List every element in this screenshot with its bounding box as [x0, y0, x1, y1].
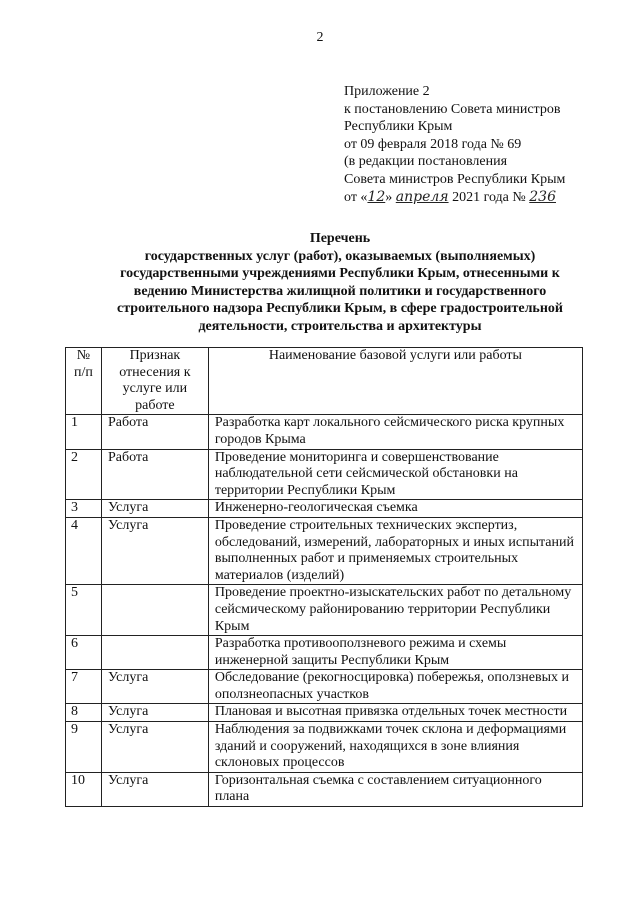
- appendix-date-line: [344, 189, 634, 207]
- row-sign: [101, 585, 208, 636]
- row-sign: Услуга: [101, 670, 208, 704]
- page-number: 2: [316, 30, 324, 45]
- appendix-line: от 09 февраля 2018 года № 69: [344, 136, 522, 152]
- title-line: Перечень: [309, 231, 371, 246]
- handwritten-month: апреля: [395, 188, 449, 205]
- row-sign: [101, 636, 208, 670]
- row-number: 3: [66, 500, 102, 518]
- row-number: 6: [66, 636, 102, 670]
- row-number: 7: [66, 670, 102, 704]
- row-name: Разработка карт локального сейсмического риска крупных городов Крыма: [208, 415, 582, 449]
- table-row: [66, 772, 583, 806]
- row-name: Проведение строительных технических экспертиз, обследований, измерений, лабораторных и иных испытаний выполненных работ и применяемых строительных материалов (изделий): [208, 517, 582, 584]
- row-sign: Работа: [101, 415, 208, 449]
- handwritten-day: 12: [367, 188, 386, 205]
- row-number: 1: [66, 415, 102, 449]
- header-name: Наименование базовой услуги или работы: [208, 348, 582, 415]
- row-name: Инженерно-геологическая съемка: [208, 500, 582, 518]
- table-row: [66, 415, 583, 449]
- row-number: 2: [66, 449, 102, 500]
- handwritten-number: 236: [529, 188, 556, 205]
- title-line: строительного надзора Республики Крым, в сфере градостроительной: [117, 301, 563, 317]
- row-sign: Услуга: [101, 704, 208, 722]
- row-name: Разработка противооползневого режима и схемы инженерной защиты Республики Крым: [208, 636, 582, 670]
- appendix-line: Республики Крым: [344, 119, 453, 135]
- document-title: [60, 230, 620, 336]
- appendix-date-year: 2021 года №: [448, 189, 530, 205]
- row-name: Плановая и высотная привязка отдельных точек местности: [208, 704, 582, 722]
- row-sign: Услуга: [101, 500, 208, 518]
- table-row: [66, 722, 583, 773]
- table-row: [66, 704, 583, 722]
- table-row: [66, 500, 583, 518]
- appendix-block: [344, 83, 634, 206]
- appendix-date-mid: »: [385, 189, 396, 205]
- row-name: Проведение проектно-изыскательских работ по детальному сейсмическому районированию территории Республики Крым: [208, 585, 582, 636]
- title-line: государственных услуг (работ), оказываемых (выполняемых): [144, 248, 536, 264]
- appendix-line: (в редакции постановления: [344, 154, 508, 170]
- row-name: Обследование (рекогносцировка) побережья, оползневых и оползнеопасных участков: [208, 670, 582, 704]
- row-sign: Услуга: [101, 772, 208, 806]
- table-row: [66, 670, 583, 704]
- row-sign: Услуга: [101, 517, 208, 584]
- row-number: 8: [66, 704, 102, 722]
- title-line: ведению Министерства жилищной политики и государственного: [133, 283, 547, 299]
- row-number: 5: [66, 585, 102, 636]
- title-line: деятельности, строительства и архитектуры: [198, 318, 482, 334]
- header-sign: Признак отнесения к услуге или работе: [101, 348, 208, 415]
- table-row: [66, 449, 583, 500]
- appendix-line: Приложение 2: [344, 84, 430, 99]
- row-sign: Услуга: [101, 722, 208, 773]
- table-header-row: [66, 348, 583, 415]
- appendix-line: к постановлению Совета министров: [344, 101, 561, 117]
- table-row: [66, 585, 583, 636]
- title-line: государственными учреждениями Республики Крым, отнесенными к: [120, 266, 560, 282]
- header-number: № п/п: [66, 348, 102, 415]
- row-number: 4: [66, 517, 102, 584]
- row-name: Проведение мониторинга и совершенствование наблюдательной сети сейсмической обстановки на территории Республики Крым: [208, 449, 582, 500]
- row-sign: Работа: [101, 449, 208, 500]
- row-name: Горизонтальная съемка с составлением ситуационного плана: [208, 772, 582, 806]
- services-table: [65, 347, 583, 807]
- appendix-date-prefix: от «: [344, 189, 368, 205]
- appendix-line: Совета министров Республики Крым: [344, 171, 566, 187]
- row-number: 9: [66, 722, 102, 773]
- row-name: Наблюдения за подвижками точек склона и деформациями зданий и сооружений, находящихся в зоне влияния склоновых процессов: [208, 722, 582, 773]
- table-row: [66, 636, 583, 670]
- row-number: 10: [66, 772, 102, 806]
- table-row: [66, 517, 583, 584]
